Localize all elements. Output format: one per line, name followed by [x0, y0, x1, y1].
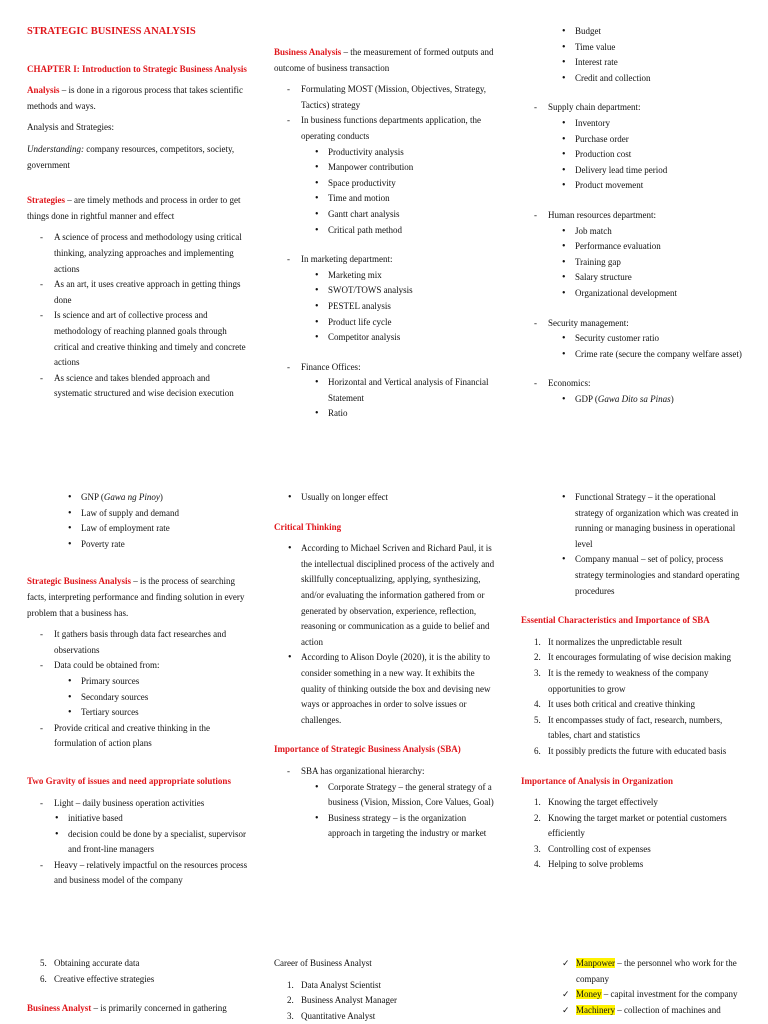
- col4: [27, 490, 249, 889]
- business-analysis-def: Business Analysis – the measurement of formed outputs and outcome of business transaction: [274, 47, 494, 73]
- list-item: • Space productivity: [301, 176, 496, 192]
- list-item: • Marketing mix: [301, 268, 496, 284]
- list-item: • Production cost: [548, 147, 743, 163]
- finance-more-list: [548, 24, 743, 86]
- list-item: • Product movement: [548, 178, 743, 194]
- check-icon: ✓: [562, 989, 570, 1000]
- list-item: - Economics: • GDP (Gawa Dito sa Pinas): [521, 376, 743, 407]
- list-item: • Functional Strategy – it the operational strategy of organization which was created in running or managing business in operational level: [548, 490, 743, 552]
- list-item: 6. It possibly predicts the future with educated basis: [534, 745, 727, 756]
- finance-list: [301, 375, 496, 422]
- list-item: 3. Quantitative Analyst: [287, 1010, 376, 1021]
- list-item: 4. It uses both critical and creative thinking: [534, 699, 695, 710]
- list-item: • decision could be done by a specialist, supervisor and front-line managers: [41, 827, 249, 858]
- list-item: - A science of process and methodology using critical thinking, analyzing approaches and implementing actions: [27, 230, 249, 277]
- sources-list: [54, 674, 249, 721]
- list-item: - Human resources department: • Job match • Performance evaluation • Training gap • Salary structure • Organizational development: [521, 208, 743, 302]
- ba-list: [274, 82, 496, 238]
- analysis-strategies: Analysis and Strategies:: [27, 122, 114, 133]
- list-item: • PESTEL analysis: [301, 299, 496, 315]
- list-item: 6. Creative effective strategies: [40, 973, 155, 984]
- col1: [27, 24, 249, 402]
- list-item: - Heavy – relatively impactful on the resources process and business model of the company: [27, 858, 249, 889]
- list-item: • Security customer ratio: [548, 331, 743, 347]
- col6: [521, 490, 743, 873]
- list-item: • Usually on longer effect: [274, 490, 496, 506]
- marketing-block: [274, 252, 496, 346]
- list-item: • Crime rate (secure the company welfare asset): [548, 347, 743, 363]
- list-item: • GDP (Gawa Dito sa Pinas): [548, 392, 743, 408]
- list-item: • Delivery lead time period: [548, 163, 743, 179]
- list-item: ✓ Machinery – collection of machines and: [562, 1003, 744, 1019]
- col3: [521, 24, 743, 407]
- list-item: - Formulating MOST (Mission, Objectives, Strategy, Tactics) strategy: [274, 82, 496, 113]
- m-list: [562, 956, 744, 1018]
- list-item: - In marketing department: • Marketing mix • SWOT/TOWS analysis • PESTEL analysis • Product life cycle • Competitor analysis: [274, 252, 496, 346]
- list-item: • According to Michael Scriven and Richard Paul, it is the intellectual disciplined process of the actively and skillfully conceptualizing, applying, synthesizing, and/or evaluating the information gathered from or generated by observation, experience, reflection, reasoning or communication as a guide to belief and action: [274, 541, 496, 650]
- strategies-list: [27, 230, 249, 402]
- list-item: - Is science and art of collective process and methodology of reaching planned goals through critical and creative thinking and timely and concrete actions: [27, 308, 249, 370]
- economics-block: [521, 376, 743, 407]
- chapter-heading: CHAPTER I: Introduction to Strategic Business Analysis: [27, 63, 247, 74]
- list-item: • Company manual – set of policy, process strategy terminologies and standard operating procedures: [548, 552, 743, 599]
- finance-block: [274, 360, 496, 422]
- list-item: - Provide critical and creative thinking in the formulation of action plans: [27, 721, 249, 752]
- hierarchy-list: [301, 780, 496, 842]
- list-item: - It gathers basis through data fact researches and observations: [27, 627, 249, 658]
- list-item: • GNP (Gawa ng Pinoy): [54, 490, 249, 506]
- list-item: 5. Obtaining accurate data: [40, 958, 140, 968]
- light-list: [41, 811, 249, 858]
- list-item: • Interest rate: [548, 55, 743, 71]
- list-item: 2. Knowing the target market or potential customers efficiently: [534, 812, 727, 839]
- list-item: • Credit and collection: [548, 71, 743, 87]
- business-analyst-def: Business Analyst – is primarily concerned in gathering: [27, 1003, 227, 1014]
- org-list: [521, 795, 743, 873]
- list-item: • Business strategy – is the organization approach in targeting the industry or market: [301, 811, 496, 842]
- importance-sba-heading: Importance of Strategic Business Analysis (SBA): [274, 744, 461, 755]
- essential-heading: Essential Characteristics and Importance of SBA: [521, 615, 710, 626]
- list-item: • Secondary sources: [54, 690, 249, 706]
- list-item: - SBA has organizational hierarchy: • Corporate Strategy – the general strategy of a business (Vision, Mission, Core Values, Goal) • Business strategy – is the organization approach in targeting the industry or market: [274, 764, 496, 842]
- hr-block: [521, 208, 743, 302]
- list-item: • Inventory: [548, 116, 743, 132]
- list-item: 3. Controlling cost of expenses: [534, 843, 651, 854]
- list-item: • Organizational development: [548, 286, 743, 302]
- list-item: • Competitor analysis: [301, 330, 496, 346]
- doc-title: STRATEGIC BUSINESS ANALYSIS: [27, 26, 196, 37]
- col5: [274, 490, 496, 842]
- gravity-list: [27, 796, 249, 890]
- col7: [27, 956, 249, 1023]
- list-item: - As science and takes blended approach and systematic structured and wise decision execution: [27, 371, 249, 402]
- col2: [274, 45, 496, 422]
- list-item: - Light – daily business operation activities • initiative based • decision could be done by a specialist, supervisor and front-line managers: [27, 796, 249, 858]
- functional-list: [548, 490, 743, 599]
- sba-def: Strategic Business Analysis – is the process of searching facts, interpreting performance and finding solution in every problem that a business has.: [27, 576, 245, 618]
- list-item: • Corporate Strategy – the general strategy of a business (Vision, Mission, Core Values, Goal): [301, 780, 496, 811]
- ct-list: [274, 541, 496, 728]
- list-item: - In business functions departments application, the operating conducts • Productivity analysis • Manpower contribution • Space productivity • Time and motion • Gantt chart analysis • Critical path method: [274, 113, 496, 238]
- check-icon: ✓: [562, 1004, 570, 1015]
- supply-list: [548, 116, 743, 194]
- list-item: • Budget: [548, 24, 743, 40]
- sba-list: [27, 627, 249, 752]
- list-item: • Primary sources: [54, 674, 249, 690]
- security-list: [548, 331, 743, 362]
- list-item: • Product life cycle: [301, 315, 496, 331]
- list-item: • Training gap: [548, 255, 743, 271]
- list-item: • Tertiary sources: [54, 705, 249, 721]
- security-block: [521, 316, 743, 363]
- list-item: • Manpower contribution: [301, 160, 496, 176]
- list-item: 1. Data Analyst Scientist: [287, 979, 381, 990]
- list-item: 5. It encompasses study of fact, research, numbers, tables, chart and statistics: [534, 714, 723, 741]
- list-item: • Gantt chart analysis: [301, 207, 496, 223]
- list-item: • initiative based: [41, 811, 249, 827]
- career-label: Career of Business Analyst: [274, 958, 372, 968]
- list-item: • Critical path method: [301, 223, 496, 239]
- list-item: • Time value: [548, 40, 743, 56]
- longer-list: [274, 490, 496, 506]
- list-item: • Law of employment rate: [54, 521, 249, 537]
- list-item: • Productivity analysis: [301, 145, 496, 161]
- economics-list: [548, 392, 743, 408]
- list-item: • Horizontal and Vertical analysis of Financial Statement: [301, 375, 496, 406]
- list-item: - Security management: • Security customer ratio • Crime rate (secure the company welfare asset): [521, 316, 743, 363]
- check-icon: ✓: [562, 958, 570, 968]
- list-item: • Salary structure: [548, 270, 743, 286]
- operating-list: [301, 145, 496, 239]
- list-item: - Finance Offices: • Horizontal and Vertical analysis of Financial Statement • Ratio: [274, 360, 496, 422]
- marketing-list: [301, 268, 496, 346]
- list-item: - As an art, it uses creative approach in getting things done: [27, 277, 249, 308]
- list-item: - Data could be obtained from: • Primary sources • Secondary sources • Tertiary sources: [27, 658, 249, 720]
- gravity-heading: Two Gravity of issues and need appropriate solutions: [27, 775, 231, 786]
- supply-block: [521, 100, 743, 194]
- list-item: • Job match: [548, 224, 743, 240]
- hr-list: [548, 224, 743, 302]
- strategies-def: Strategies – are timely methods and process in order to get things done in rightful manner and effect: [27, 195, 241, 221]
- list-item: ✓ Manpower – the personnel who work for the company: [562, 958, 737, 984]
- list-item: ✓ Money – capital investment for the company: [562, 987, 744, 1003]
- list-item: • Performance evaluation: [548, 239, 743, 255]
- econ-more-list: [54, 490, 249, 552]
- hierarchy-block: [274, 764, 496, 842]
- career-list: [274, 978, 496, 1024]
- list-item: • SWOT/TOWS analysis: [301, 283, 496, 299]
- essential-list: [521, 635, 743, 760]
- col9: [562, 956, 744, 1018]
- analysis-def: Analysis – is done in a rigorous process that takes scientific methods and ways.: [27, 85, 243, 111]
- list-item: • Law of supply and demand: [54, 506, 249, 522]
- org-heading: Importance of Analysis in Organization: [521, 775, 674, 786]
- list-item: • Time and motion: [301, 191, 496, 207]
- understanding: Understanding: company resources, competitors, society, government: [27, 143, 235, 170]
- list-item: 3. It is the remedy to weakness of the company opportunities to grow: [534, 667, 709, 694]
- critical-thinking-heading: Critical Thinking: [274, 521, 342, 532]
- list-item: 2. It encourages formulating of wise decision making: [534, 652, 731, 663]
- analysis-org-more: [27, 956, 249, 987]
- list-item: 4. Helping to solve problems: [534, 859, 644, 870]
- list-item: • Poverty rate: [54, 537, 249, 553]
- list-item: • Ratio: [301, 406, 496, 422]
- list-item: - Supply chain department: • Inventory • Purchase order • Production cost • Delivery lead time period • Product movement: [521, 100, 743, 194]
- list-item: 1. It normalizes the unpredictable result: [534, 636, 682, 647]
- list-item: 2. Business Analyst Manager: [287, 995, 397, 1006]
- col8: [274, 956, 496, 1024]
- list-item: • Purchase order: [548, 132, 743, 148]
- list-item: • According to Alison Doyle (2020), it is the ability to consider something in a new way. It exhibits the quality of thinking outside the box and devising new ways or approaches in order to solve issues or challenges.: [274, 650, 496, 728]
- list-item: 1. Knowing the target effectively: [534, 797, 658, 808]
